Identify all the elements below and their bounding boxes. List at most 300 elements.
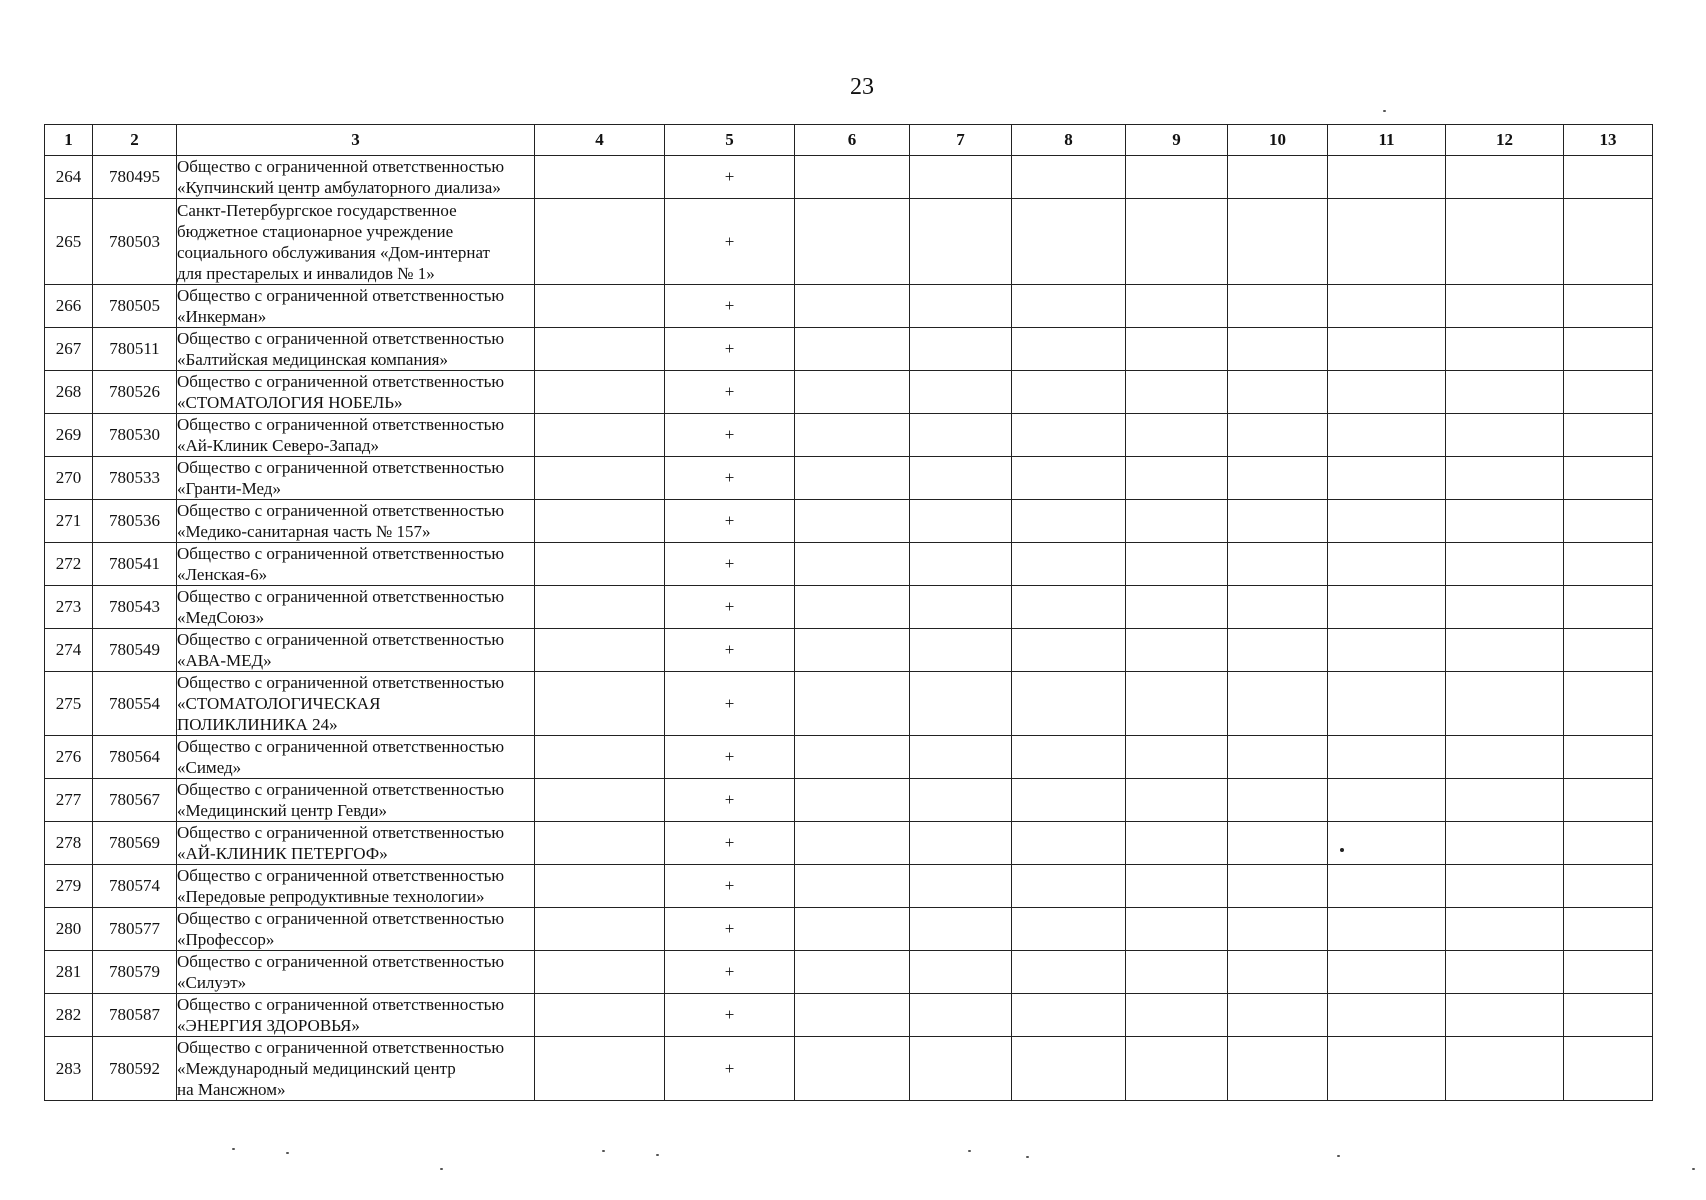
organization-name-line: социального обслуживания «Дом-интернат xyxy=(177,242,490,262)
empty-cell-col-9 xyxy=(1126,457,1228,500)
row-number: 277 xyxy=(45,779,93,822)
table-row xyxy=(45,951,1653,994)
empty-cell-col-13 xyxy=(1564,736,1653,779)
row-number: 275 xyxy=(45,672,93,736)
empty-cell-col-4 xyxy=(535,822,665,865)
empty-cell-col-9 xyxy=(1126,994,1228,1037)
empty-cell-col-8 xyxy=(1012,586,1126,629)
organization-name-line: Общество с ограниченной ответственностью xyxy=(177,737,505,756)
empty-cell-col-9 xyxy=(1126,779,1228,822)
organization-name-line: «Гранти-Мед» xyxy=(177,479,281,498)
column-5-mark: + xyxy=(665,672,795,736)
column-5-mark: + xyxy=(665,586,795,629)
row-number: 279 xyxy=(45,865,93,908)
empty-cell-col-6 xyxy=(795,865,910,908)
registry-code: 780503 xyxy=(93,199,177,285)
row-number: 270 xyxy=(45,457,93,500)
row-number: 268 xyxy=(45,371,93,414)
empty-cell-col-4 xyxy=(535,371,665,414)
organization-name-line: Общество с ограниченной ответственностью xyxy=(177,780,505,799)
organization-name-line: Общество с ограниченной ответственностью xyxy=(177,823,505,842)
empty-cell-col-7 xyxy=(910,414,1012,457)
empty-cell-col-10 xyxy=(1228,371,1328,414)
column-5-mark: + xyxy=(665,199,795,285)
column-5-mark: + xyxy=(665,908,795,951)
row-number: 265 xyxy=(45,199,93,285)
empty-cell-col-11 xyxy=(1328,586,1446,629)
empty-cell-col-12 xyxy=(1446,199,1564,285)
table-row xyxy=(45,543,1653,586)
scan-speck xyxy=(232,1148,235,1150)
empty-cell-col-8 xyxy=(1012,500,1126,543)
empty-cell-col-6 xyxy=(795,500,910,543)
empty-cell-col-7 xyxy=(910,865,1012,908)
registry-code: 780533 xyxy=(93,457,177,500)
table-row xyxy=(45,156,1653,199)
empty-cell-col-8 xyxy=(1012,736,1126,779)
empty-cell-col-9 xyxy=(1126,736,1228,779)
empty-cell-col-12 xyxy=(1446,414,1564,457)
registry-code: 780530 xyxy=(93,414,177,457)
column-5-mark: + xyxy=(665,1037,795,1101)
empty-cell-col-13 xyxy=(1564,285,1653,328)
empty-cell-col-12 xyxy=(1446,156,1564,199)
organization-name xyxy=(177,328,535,371)
column-5-mark: + xyxy=(665,457,795,500)
empty-cell-col-13 xyxy=(1564,199,1653,285)
empty-cell-col-6 xyxy=(795,156,910,199)
organization-name xyxy=(177,736,535,779)
empty-cell-col-7 xyxy=(910,822,1012,865)
column-header-4: 4 xyxy=(535,125,665,156)
organization-name xyxy=(177,994,535,1037)
empty-cell-col-4 xyxy=(535,328,665,371)
column-header-5: 5 xyxy=(665,125,795,156)
column-5-mark: + xyxy=(665,951,795,994)
registry-code: 780592 xyxy=(93,1037,177,1101)
empty-cell-col-12 xyxy=(1446,908,1564,951)
empty-cell-col-11 xyxy=(1328,414,1446,457)
empty-cell-col-11 xyxy=(1328,736,1446,779)
organization-name-line: Общество с ограниченной ответственностью xyxy=(177,587,505,606)
empty-cell-col-10 xyxy=(1228,994,1328,1037)
empty-cell-col-11 xyxy=(1328,543,1446,586)
empty-cell-col-6 xyxy=(795,908,910,951)
column-header-13: 13 xyxy=(1564,125,1653,156)
organization-name-line: Общество с ограниченной ответственностью xyxy=(177,329,505,348)
row-number: 271 xyxy=(45,500,93,543)
empty-cell-col-8 xyxy=(1012,414,1126,457)
empty-cell-col-10 xyxy=(1228,457,1328,500)
empty-cell-col-8 xyxy=(1012,865,1126,908)
empty-cell-col-12 xyxy=(1446,822,1564,865)
empty-cell-col-6 xyxy=(795,951,910,994)
registry-code: 780543 xyxy=(93,586,177,629)
empty-cell-col-4 xyxy=(535,457,665,500)
registry-table xyxy=(44,124,1653,1101)
empty-cell-col-7 xyxy=(910,672,1012,736)
empty-cell-col-10 xyxy=(1228,908,1328,951)
empty-cell-col-13 xyxy=(1564,822,1653,865)
column-5-mark: + xyxy=(665,822,795,865)
empty-cell-col-7 xyxy=(910,586,1012,629)
organization-name-line: Общество с ограниченной ответственностью xyxy=(177,673,505,692)
row-number: 274 xyxy=(45,629,93,672)
empty-cell-col-10 xyxy=(1228,156,1328,199)
empty-cell-col-9 xyxy=(1126,629,1228,672)
empty-cell-col-6 xyxy=(795,285,910,328)
empty-cell-col-4 xyxy=(535,865,665,908)
empty-cell-col-6 xyxy=(795,586,910,629)
column-5-mark: + xyxy=(665,736,795,779)
registry-code: 780564 xyxy=(93,736,177,779)
organization-name xyxy=(177,672,535,736)
empty-cell-col-13 xyxy=(1564,629,1653,672)
registry-code: 780587 xyxy=(93,994,177,1037)
column-header-2: 2 xyxy=(93,125,177,156)
column-5-mark: + xyxy=(665,543,795,586)
organization-name-line: «Международный медицинский центр xyxy=(177,1059,456,1078)
column-5-mark: + xyxy=(665,414,795,457)
organization-name xyxy=(177,371,535,414)
empty-cell-col-12 xyxy=(1446,994,1564,1037)
empty-cell-col-13 xyxy=(1564,156,1653,199)
column-5-mark: + xyxy=(665,500,795,543)
empty-cell-col-13 xyxy=(1564,908,1653,951)
registry-code: 780574 xyxy=(93,865,177,908)
empty-cell-col-7 xyxy=(910,328,1012,371)
empty-cell-col-11 xyxy=(1328,328,1446,371)
registry-code: 780554 xyxy=(93,672,177,736)
table-row xyxy=(45,865,1653,908)
empty-cell-col-8 xyxy=(1012,908,1126,951)
organization-name xyxy=(177,156,535,199)
empty-cell-col-12 xyxy=(1446,328,1564,371)
empty-cell-col-4 xyxy=(535,629,665,672)
empty-cell-col-6 xyxy=(795,1037,910,1101)
row-number: 281 xyxy=(45,951,93,994)
empty-cell-col-12 xyxy=(1446,629,1564,672)
scan-speck xyxy=(286,1152,289,1154)
empty-cell-col-6 xyxy=(795,736,910,779)
scan-speck xyxy=(1340,848,1344,852)
column-header-7: 7 xyxy=(910,125,1012,156)
organization-name-line: Общество с ограниченной ответственностью xyxy=(177,1038,505,1057)
organization-name-line: «Ленская-6» xyxy=(177,565,268,584)
empty-cell-col-6 xyxy=(795,371,910,414)
column-header-6: 6 xyxy=(795,125,910,156)
row-number: 280 xyxy=(45,908,93,951)
registry-code: 780567 xyxy=(93,779,177,822)
empty-cell-col-13 xyxy=(1564,457,1653,500)
registry-code: 780536 xyxy=(93,500,177,543)
empty-cell-col-10 xyxy=(1228,500,1328,543)
empty-cell-col-9 xyxy=(1126,672,1228,736)
organization-name xyxy=(177,457,535,500)
empty-cell-col-10 xyxy=(1228,414,1328,457)
empty-cell-col-12 xyxy=(1446,672,1564,736)
organization-name-line: Общество с ограниченной ответственностью xyxy=(177,630,505,649)
empty-cell-col-7 xyxy=(910,908,1012,951)
column-header-1: 1 xyxy=(45,125,93,156)
empty-cell-col-4 xyxy=(535,908,665,951)
empty-cell-col-7 xyxy=(910,779,1012,822)
empty-cell-col-13 xyxy=(1564,328,1653,371)
empty-cell-col-8 xyxy=(1012,951,1126,994)
empty-cell-col-12 xyxy=(1446,951,1564,994)
organization-name-line: Общество с ограниченной ответственностью xyxy=(177,372,505,391)
empty-cell-col-9 xyxy=(1126,199,1228,285)
table-row xyxy=(45,371,1653,414)
empty-cell-col-9 xyxy=(1126,414,1228,457)
empty-cell-col-10 xyxy=(1228,779,1328,822)
empty-cell-col-6 xyxy=(795,629,910,672)
organization-name-line: «Балтийская медицинская компания» xyxy=(177,350,448,369)
column-header-8: 8 xyxy=(1012,125,1126,156)
empty-cell-col-9 xyxy=(1126,543,1228,586)
empty-cell-col-6 xyxy=(795,457,910,500)
row-number: 282 xyxy=(45,994,93,1037)
empty-cell-col-7 xyxy=(910,543,1012,586)
empty-cell-col-8 xyxy=(1012,672,1126,736)
empty-cell-col-8 xyxy=(1012,822,1126,865)
registry-code: 780541 xyxy=(93,543,177,586)
organization-name-line: Общество с ограниченной ответственностью xyxy=(177,909,505,928)
empty-cell-col-7 xyxy=(910,994,1012,1037)
column-header-9: 9 xyxy=(1126,125,1228,156)
organization-name-line: для престарелых и инвалидов № 1» xyxy=(177,263,435,283)
organization-name-line: «СТОМАТОЛОГИЧЕСКАЯ xyxy=(177,694,381,713)
organization-name-line: «Купчинский центр амбулаторного диализа» xyxy=(177,178,501,197)
scan-speck xyxy=(656,1154,659,1156)
empty-cell-col-11 xyxy=(1328,371,1446,414)
header-row xyxy=(45,125,1653,156)
empty-cell-col-11 xyxy=(1328,865,1446,908)
empty-cell-col-6 xyxy=(795,328,910,371)
empty-cell-col-4 xyxy=(535,543,665,586)
organization-name xyxy=(177,414,535,457)
organization-name-line: «АВА-МЕД» xyxy=(177,651,272,670)
empty-cell-col-11 xyxy=(1328,908,1446,951)
organization-name xyxy=(177,822,535,865)
empty-cell-col-4 xyxy=(535,156,665,199)
empty-cell-col-9 xyxy=(1126,865,1228,908)
empty-cell-col-7 xyxy=(910,951,1012,994)
organization-name xyxy=(177,1037,535,1101)
table-row xyxy=(45,414,1653,457)
organization-name-line: Общество с ограниченной ответственностью xyxy=(177,286,505,305)
organization-name xyxy=(177,500,535,543)
organization-name-line: Общество с ограниченной ответственностью xyxy=(177,952,505,971)
empty-cell-col-12 xyxy=(1446,586,1564,629)
organization-name-line: Общество с ограниченной ответственностью xyxy=(177,415,505,434)
empty-cell-col-6 xyxy=(795,822,910,865)
organization-name xyxy=(177,908,535,951)
empty-cell-col-4 xyxy=(535,285,665,328)
row-number: 273 xyxy=(45,586,93,629)
empty-cell-col-9 xyxy=(1126,586,1228,629)
table-row xyxy=(45,1037,1653,1101)
organization-name-line: «Симед» xyxy=(177,758,242,777)
empty-cell-col-4 xyxy=(535,779,665,822)
empty-cell-col-10 xyxy=(1228,865,1328,908)
empty-cell-col-4 xyxy=(535,736,665,779)
table-row xyxy=(45,500,1653,543)
empty-cell-col-11 xyxy=(1328,672,1446,736)
empty-cell-col-9 xyxy=(1126,951,1228,994)
column-5-mark: + xyxy=(665,994,795,1037)
page-number: 23 xyxy=(850,74,874,100)
empty-cell-col-10 xyxy=(1228,951,1328,994)
organization-name-line: Общество с ограниченной ответственностью xyxy=(177,866,505,885)
column-5-mark: + xyxy=(665,328,795,371)
table-row xyxy=(45,457,1653,500)
empty-cell-col-9 xyxy=(1126,908,1228,951)
empty-cell-col-13 xyxy=(1564,994,1653,1037)
empty-cell-col-6 xyxy=(795,414,910,457)
table-row xyxy=(45,199,1653,285)
empty-cell-col-11 xyxy=(1328,994,1446,1037)
empty-cell-col-13 xyxy=(1564,779,1653,822)
empty-cell-col-10 xyxy=(1228,672,1328,736)
empty-cell-col-13 xyxy=(1564,543,1653,586)
empty-cell-col-11 xyxy=(1328,500,1446,543)
row-number: 266 xyxy=(45,285,93,328)
scan-speck xyxy=(440,1168,443,1170)
empty-cell-col-10 xyxy=(1228,199,1328,285)
column-header-3: 3 xyxy=(177,125,535,156)
organization-name-line: Санкт-Петербургское государственное xyxy=(177,200,457,220)
table-row xyxy=(45,285,1653,328)
empty-cell-col-8 xyxy=(1012,543,1126,586)
organization-name-line: бюджетное стационарное учреждение xyxy=(177,221,454,241)
empty-cell-col-7 xyxy=(910,500,1012,543)
table-row xyxy=(45,586,1653,629)
table-row xyxy=(45,908,1653,951)
column-5-mark: + xyxy=(665,779,795,822)
empty-cell-col-12 xyxy=(1446,285,1564,328)
empty-cell-col-11 xyxy=(1328,1037,1446,1101)
row-number: 267 xyxy=(45,328,93,371)
empty-cell-col-11 xyxy=(1328,629,1446,672)
empty-cell-col-6 xyxy=(795,543,910,586)
empty-cell-col-4 xyxy=(535,199,665,285)
empty-cell-col-4 xyxy=(535,672,665,736)
column-5-mark: + xyxy=(665,285,795,328)
organization-name xyxy=(177,543,535,586)
empty-cell-col-13 xyxy=(1564,865,1653,908)
empty-cell-col-4 xyxy=(535,414,665,457)
empty-cell-col-8 xyxy=(1012,156,1126,199)
empty-cell-col-8 xyxy=(1012,371,1126,414)
empty-cell-col-7 xyxy=(910,736,1012,779)
empty-cell-col-12 xyxy=(1446,457,1564,500)
empty-cell-col-4 xyxy=(535,951,665,994)
empty-cell-col-7 xyxy=(910,285,1012,328)
empty-cell-col-8 xyxy=(1012,994,1126,1037)
empty-cell-col-9 xyxy=(1126,500,1228,543)
scan-speck xyxy=(1337,1155,1340,1157)
table-row xyxy=(45,328,1653,371)
empty-cell-col-9 xyxy=(1126,371,1228,414)
column-5-mark: + xyxy=(665,865,795,908)
organization-name xyxy=(177,586,535,629)
empty-cell-col-10 xyxy=(1228,736,1328,779)
table-row xyxy=(45,672,1653,736)
empty-cell-col-11 xyxy=(1328,779,1446,822)
scan-speck xyxy=(602,1150,605,1152)
scan-speck xyxy=(1692,1168,1695,1170)
empty-cell-col-11 xyxy=(1328,457,1446,500)
empty-cell-col-12 xyxy=(1446,736,1564,779)
organization-name-line: «МедСоюз» xyxy=(177,608,265,627)
organization-name xyxy=(177,951,535,994)
empty-cell-col-13 xyxy=(1564,500,1653,543)
registry-code: 780511 xyxy=(93,328,177,371)
scan-speck xyxy=(1026,1156,1029,1158)
column-header-11: 11 xyxy=(1328,125,1446,156)
organization-name xyxy=(177,629,535,672)
empty-cell-col-12 xyxy=(1446,371,1564,414)
empty-cell-col-10 xyxy=(1228,586,1328,629)
empty-cell-col-6 xyxy=(795,199,910,285)
empty-cell-col-7 xyxy=(910,156,1012,199)
organization-name-line: «Силуэт» xyxy=(177,973,247,992)
empty-cell-col-4 xyxy=(535,1037,665,1101)
organization-name-line: Общество с ограниченной ответственностью xyxy=(177,544,505,563)
empty-cell-col-9 xyxy=(1126,822,1228,865)
empty-cell-col-13 xyxy=(1564,414,1653,457)
empty-cell-col-13 xyxy=(1564,951,1653,994)
empty-cell-col-10 xyxy=(1228,543,1328,586)
organization-name-line: «ЭНЕРГИЯ ЗДОРОВЬЯ» xyxy=(177,1016,360,1035)
registry-code: 780577 xyxy=(93,908,177,951)
empty-cell-col-7 xyxy=(910,457,1012,500)
organization-name-line: ПОЛИКЛИНИКА 24» xyxy=(177,715,338,734)
organization-name-line: Общество с ограниченной ответственностью xyxy=(177,501,505,520)
empty-cell-col-11 xyxy=(1328,285,1446,328)
registry-code: 780579 xyxy=(93,951,177,994)
row-number: 278 xyxy=(45,822,93,865)
organization-name-line: «Передовые репродуктивные технологии» xyxy=(177,887,485,906)
organization-name-line: «АЙ-КЛИНИК ПЕТЕРГОФ» xyxy=(177,844,388,863)
table-row xyxy=(45,779,1653,822)
empty-cell-col-9 xyxy=(1126,285,1228,328)
empty-cell-col-8 xyxy=(1012,328,1126,371)
empty-cell-col-13 xyxy=(1564,371,1653,414)
row-number: 264 xyxy=(45,156,93,199)
column-header-12: 12 xyxy=(1446,125,1564,156)
empty-cell-col-7 xyxy=(910,371,1012,414)
row-number: 283 xyxy=(45,1037,93,1101)
empty-cell-col-8 xyxy=(1012,285,1126,328)
column-5-mark: + xyxy=(665,629,795,672)
empty-cell-col-12 xyxy=(1446,500,1564,543)
organization-name xyxy=(177,865,535,908)
table-row xyxy=(45,629,1653,672)
empty-cell-col-7 xyxy=(910,1037,1012,1101)
empty-cell-col-13 xyxy=(1564,672,1653,736)
registry-code: 780569 xyxy=(93,822,177,865)
column-5-mark: + xyxy=(665,371,795,414)
table-row xyxy=(45,994,1653,1037)
empty-cell-col-8 xyxy=(1012,1037,1126,1101)
empty-cell-col-8 xyxy=(1012,779,1126,822)
empty-cell-col-11 xyxy=(1328,951,1446,994)
empty-cell-col-11 xyxy=(1328,822,1446,865)
organization-name xyxy=(177,285,535,328)
empty-cell-col-9 xyxy=(1126,156,1228,199)
